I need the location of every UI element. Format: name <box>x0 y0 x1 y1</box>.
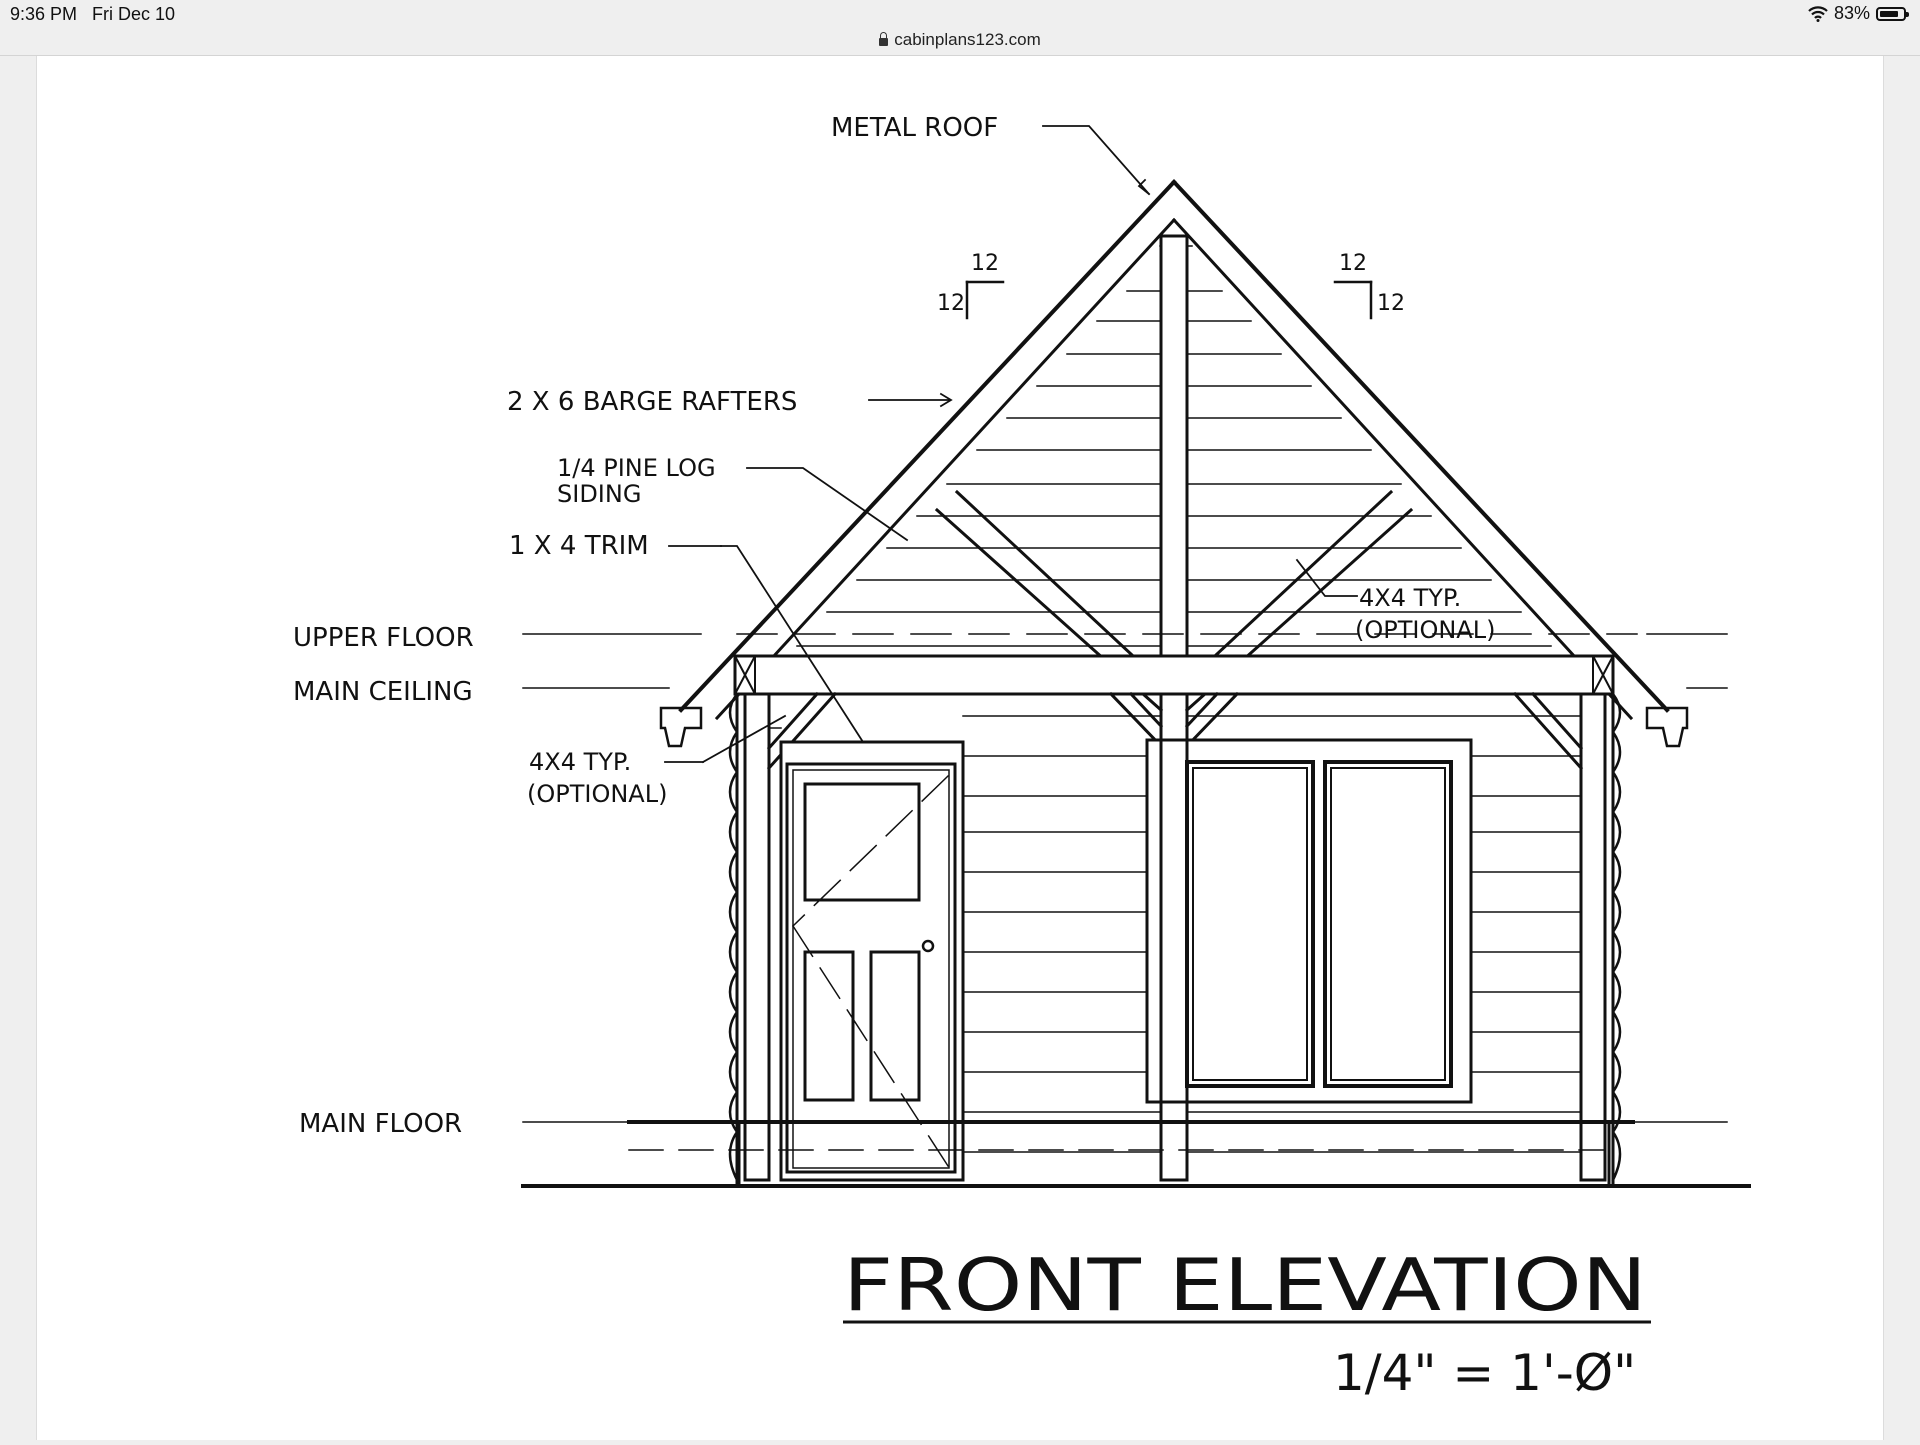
battery-percent: 83% <box>1833 3 1870 23</box>
battery-icon <box>1876 7 1906 21</box>
label-typ-right-1: 4X4 TYP. <box>1359 584 1462 612</box>
label-main-ceiling: MAIN CEILING <box>293 677 473 707</box>
address-bar[interactable] <box>0 26 1920 54</box>
label-metal-roof: METAL ROOF <box>831 113 999 143</box>
drawing-title: FRONT ELEVATION <box>843 1243 1647 1327</box>
label-typ-left-1: 4X4 TYP. <box>529 748 632 776</box>
ceiling-beam <box>735 656 1613 694</box>
label-pine-siding-2: SIDING <box>557 480 642 508</box>
battery-fill <box>1880 11 1898 17</box>
label-pitch-rise-left: 12 <box>937 291 965 316</box>
label-pitch-run-left: 12 <box>971 251 999 276</box>
label-barge-rafters: 2 X 6 BARGE RAFTERS <box>507 387 798 417</box>
label-pitch-rise-right: 12 <box>1377 291 1405 316</box>
url-text[interactable]: cabinplans123.com <box>894 30 1041 49</box>
label-main-floor: MAIN FLOOR <box>299 1109 463 1139</box>
lock-icon <box>879 38 888 46</box>
label-pitch-run-right: 12 <box>1339 251 1367 276</box>
drawing-scale: 1/4" = 1'-Ø" <box>1333 1344 1637 1402</box>
wifi-icon <box>1808 6 1828 22</box>
label-typ-left-2: (OPTIONAL) <box>527 780 668 808</box>
label-pine-siding-1: 1/4 PINE LOG <box>557 454 716 482</box>
roof-outer-left <box>681 182 1174 710</box>
status-right <box>1808 3 1906 24</box>
label-trim: 1 X 4 TRIM <box>509 531 649 561</box>
corner-post-left <box>745 694 769 1180</box>
window-trim <box>1147 740 1471 1102</box>
corner-post-right <box>1581 694 1605 1180</box>
status-date: Fri Dec 10 <box>92 4 176 24</box>
front-elevation-drawing <box>37 56 1883 1440</box>
status-time: 9:36 PM <box>10 4 78 24</box>
label-typ-right-2: (OPTIONAL) <box>1355 616 1496 644</box>
label-upper-floor: UPPER FLOOR <box>293 623 474 653</box>
status-bar <box>0 0 1920 28</box>
page-content[interactable] <box>36 56 1884 1440</box>
